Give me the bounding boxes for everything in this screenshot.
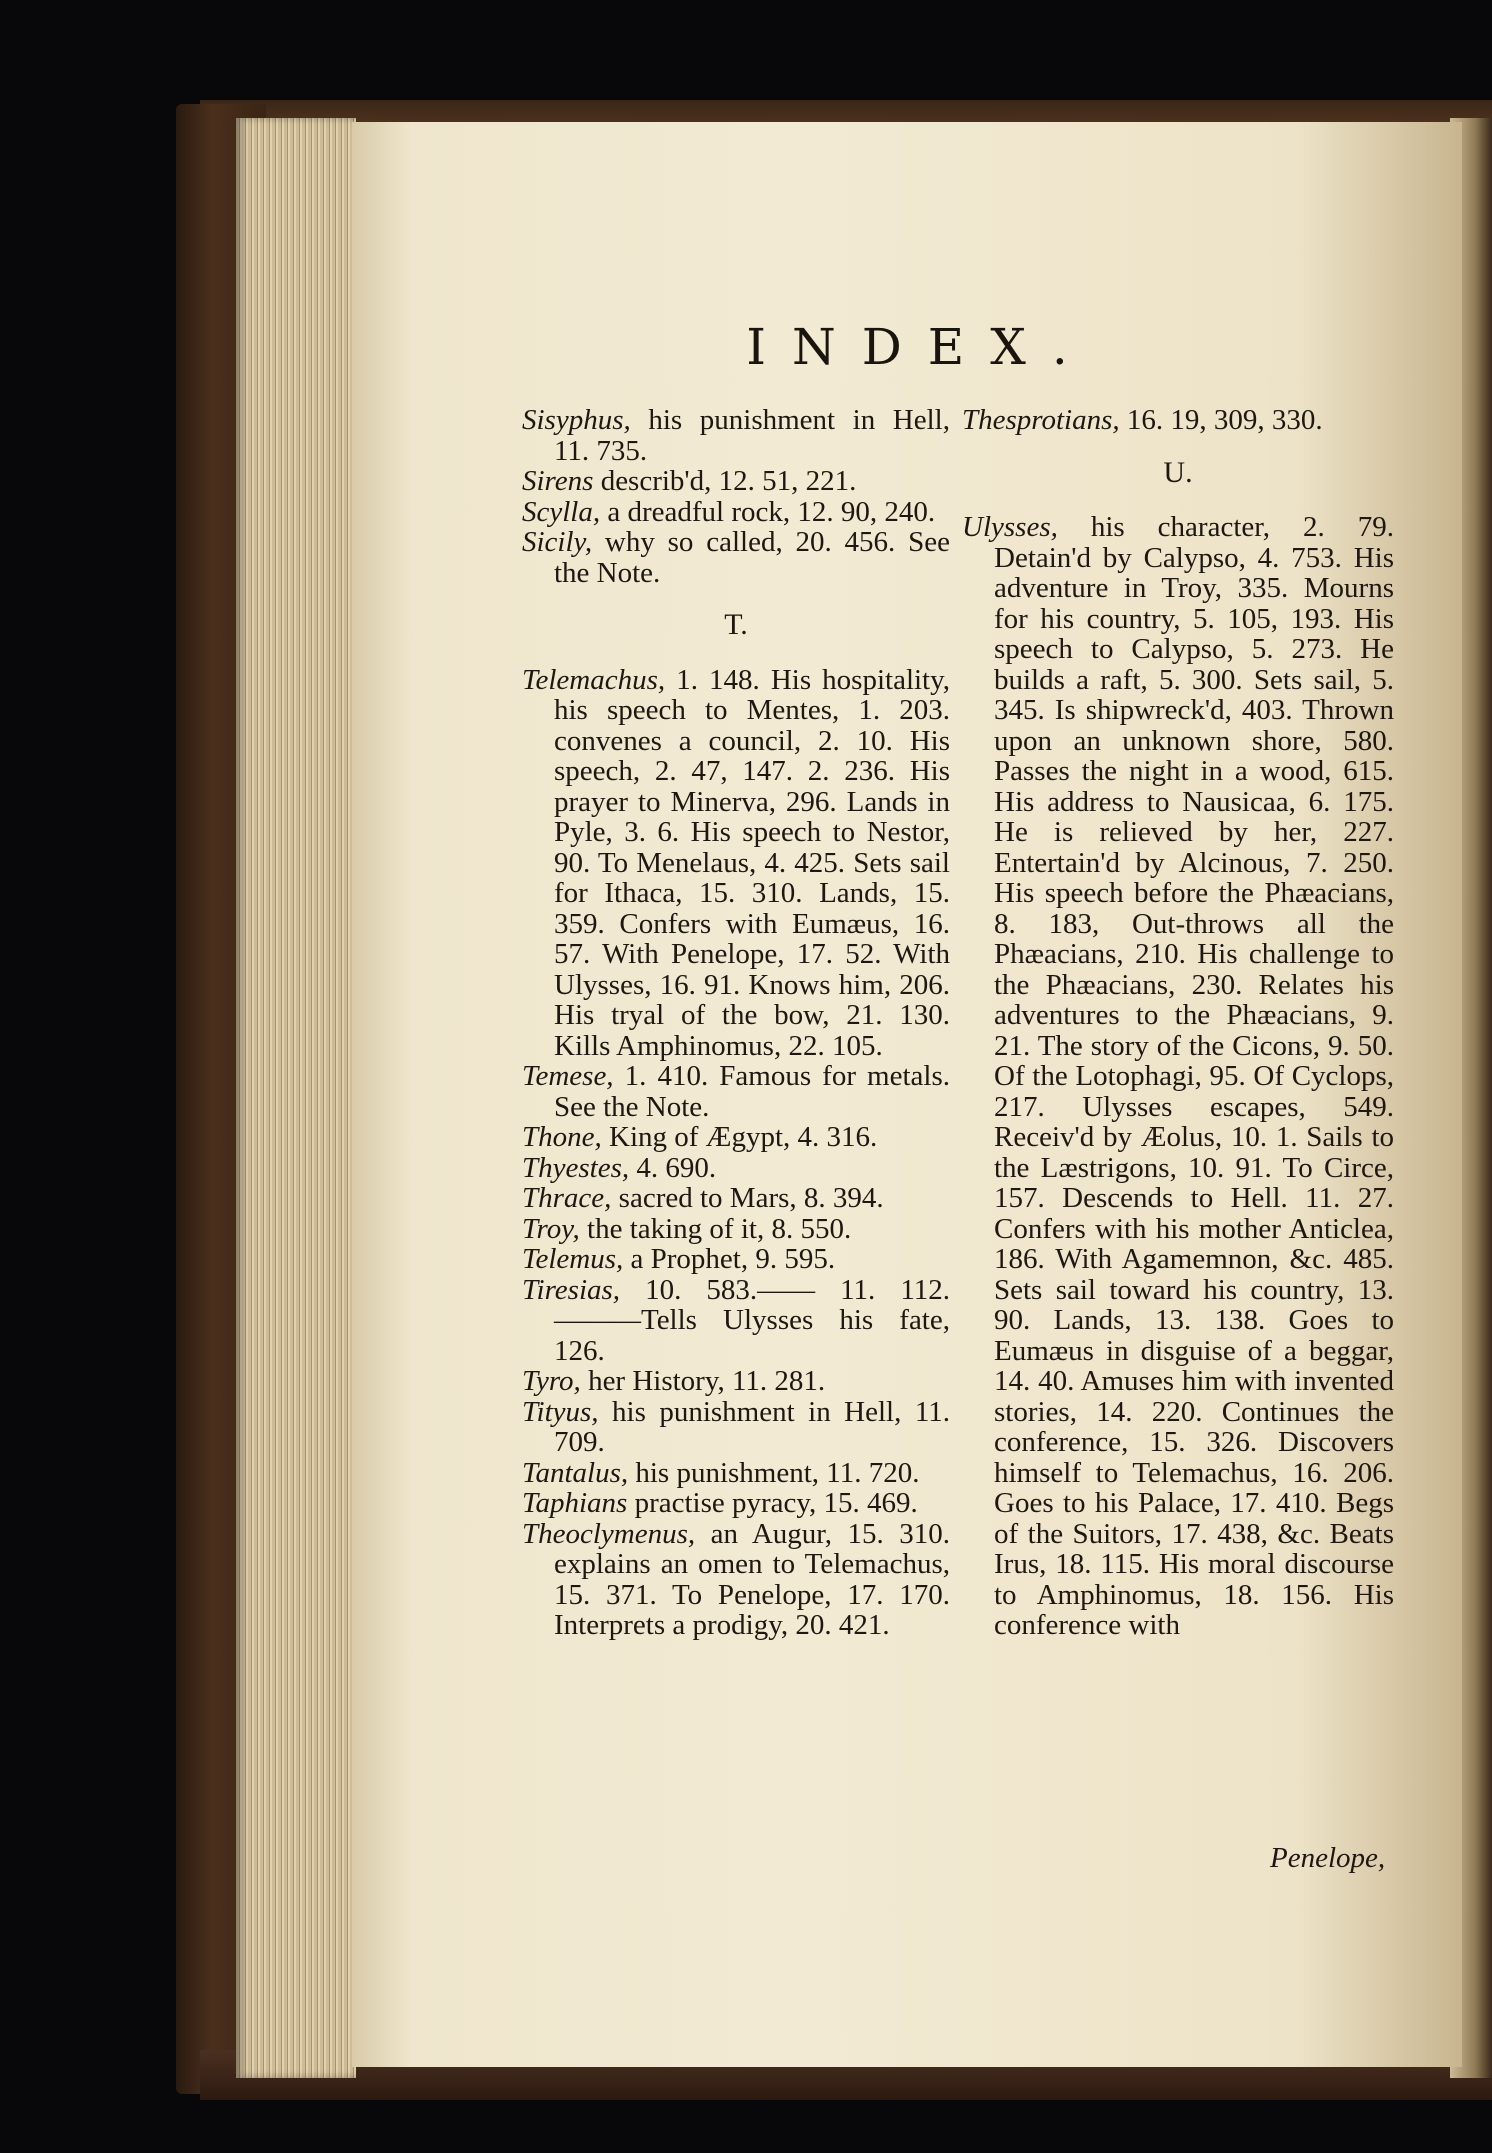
entry-text: her History, 11. 281. (580, 1365, 826, 1397)
index-entry (522, 497, 950, 528)
entry-text: practise pyracy, 15. 469. (627, 1487, 918, 1519)
entry-text: describ'd, 12. 51, 221. (593, 465, 857, 497)
entry-term: Temese, (522, 1060, 614, 1092)
index-entry (522, 665, 950, 1062)
section-letter-u: U. (1163, 455, 1193, 489)
entry-term: Thyestes, (522, 1151, 630, 1184)
entry-text: 1. 148. His hospitality, his speech to Mentes, 1. 203. convenes a council, 2. 10. His speech, 2. 47, 147. 2. 236. His prayer to Minerva, 296. Lands in Pyle, 3. 6. His speech to Nestor, 90. To Menelaus, 4. 425. Sets sail for Ithaca, 15. 310. Lands, 15. 359. Confers with Eumæus, 16. 57. With Penelope, 17. 52. With Ulysses, 16. 91. Knows him, 206. His tryal of the bow, 21. 130. Kills Amphinomus, 22. 105. (554, 663, 950, 1062)
entry-term: Sirens (522, 465, 594, 497)
entry-text: 1. 410. Famous for metals. See the Note. (554, 1060, 950, 1123)
entry-term: Tantalus, (522, 1456, 629, 1489)
index-entry (522, 1366, 950, 1397)
index-entry (522, 1061, 950, 1122)
index-entry (962, 405, 1394, 436)
entry-term: Tityus, (522, 1395, 599, 1428)
entry-term: Scylla, (522, 495, 601, 528)
entry-text: the taking of it, 8. 550. (579, 1212, 852, 1245)
index-entry (522, 1519, 950, 1641)
index-entry (522, 466, 950, 497)
section-letter-t: T. (724, 608, 748, 641)
entry-text: an Augur, 15. 310. explains an omen to Telemachus, 15. 371. To Penelope, 17. 170. Interprets a prodigy, 20. 421. (554, 1517, 950, 1641)
entry-term: Thrace, (522, 1182, 612, 1214)
entry-term: Theoclymenus, (522, 1517, 696, 1550)
index-entry (522, 1122, 950, 1153)
entry-text: sacred to Mars, 8. 394. (611, 1182, 884, 1214)
entry-term: Telemus, (522, 1243, 624, 1275)
left-column (522, 405, 950, 1641)
index-entry (522, 1397, 950, 1458)
entry-text: King of Ægypt, 4. 316. (601, 1121, 878, 1153)
index-entry (962, 512, 1394, 1641)
index-entry (522, 1244, 950, 1275)
entry-text: a dreadful rock, 12. 90, 240. (600, 495, 936, 528)
right-column (962, 405, 1394, 1641)
entry-text: a Prophet, 9. 595. (623, 1243, 836, 1275)
index-entry (522, 1275, 950, 1367)
index-entry (522, 1183, 950, 1214)
page-heading: INDEX. (746, 318, 1094, 376)
entry-term: Sicily, (522, 526, 593, 558)
entry-term: Telemachus, (522, 663, 666, 696)
index-entry (522, 1153, 950, 1184)
index-entry (522, 527, 950, 588)
entry-term: Thesprotians, (962, 404, 1120, 436)
entry-text: why so called, 20. 456. See the Note. (554, 526, 950, 589)
catchword: Penelope, (1270, 1842, 1386, 1874)
entry-term: Troy, (522, 1212, 580, 1245)
entry-term: Sisyphus, (522, 404, 631, 436)
entry-text: 10. 583.—— 11. 112. ———Tells Ulysses his fate, 126. (554, 1273, 950, 1367)
entry-text: his punishment in Hell, 11. 709. (554, 1395, 950, 1458)
entry-text: his character, 2. 79. Detain'd by Calypso, 4. 753. His adventure in Troy, 335. Mourns for his country, 5. 105, 193. His speech to Calypso, 5. 273. He builds a raft, 5. 300. Sets sail, 5. 345. Is shipwreck'd, 403. Thrown upon an unknown shore, 580. Passes the night in a wood, 615. His address to Nausicaa, 6. 175. He is relieved by her, 227. Entertain'd by Alcinous, 7. 250. His speech before the Phæacians, 8. 183, Out-throws all the Phæacians, 210. His challenge to the Phæacians, 230. Relates his adventures to the Phæacians, 9. 21. The story of the Cicons, 9. 50. Of the Lotophagi, 95. Of Cyclops, 217. Ulysses escapes, 549. Receiv'd by Æolus, 10. 1. Sails to the Læstrigons, 10. 91. To Circe, 157. Descends to Hell. 11. 27. Confers with his mother Anticlea, 186. With Agamemnon, &c. 485. Sets sail toward his country, 13. 90. Lands, 13. 138. Goes to Eumæus in disguise of a beggar, 14. 40. Amuses him with invented stories, 14. 220. Continues the conference, 15. 326. Discovers himself to Telemachus, 16. 206. Goes to his Palace, 17. 410. Begs of the Suitors, 17. 438, &c. Beats Irus, 18. 115. His moral discourse to Amphinomus, 18. 156. His conference with (994, 511, 1394, 1641)
entry-text: his punishment, 11. 720. (628, 1456, 920, 1489)
entry-text: 4. 690. (629, 1151, 717, 1184)
index-entry (522, 1214, 950, 1245)
index-entry (522, 1488, 950, 1519)
entry-term: Taphians (522, 1487, 628, 1519)
entry-term: Thone, (522, 1121, 602, 1153)
entry-text: 16. 19, 309, 330. (1119, 404, 1323, 436)
entry-term: Tiresias, (522, 1273, 621, 1306)
index-entry (522, 405, 950, 466)
entry-term: Ulysses, (962, 511, 1058, 543)
page-edges (236, 118, 356, 2078)
index-entry (522, 1458, 950, 1489)
entry-text: his punishment in Hell, 11. 735. (554, 404, 950, 467)
entry-term: Tyro, (522, 1365, 581, 1397)
